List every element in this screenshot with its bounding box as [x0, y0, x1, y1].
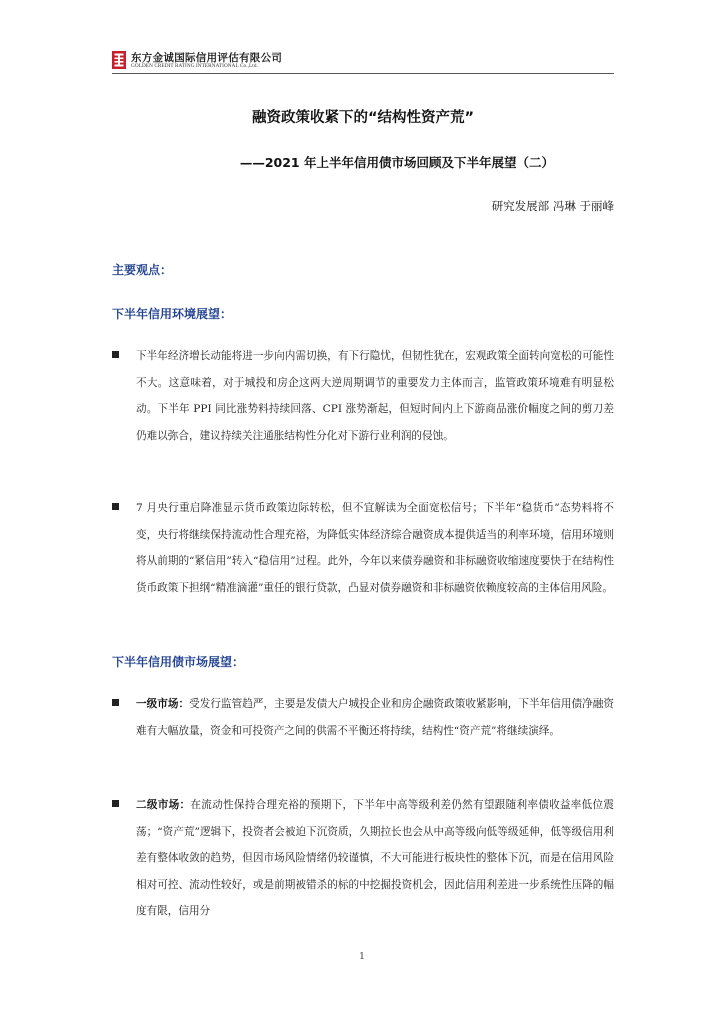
bullet-item	[112, 792, 614, 925]
document-header	[112, 47, 614, 75]
bullet-lead: 一级市场：	[136, 698, 190, 710]
golden-credit-logo-icon	[112, 51, 126, 69]
bullet-lead: 二级市场：	[136, 799, 191, 811]
header-divider	[112, 73, 614, 74]
section-heading-bond-market: 下半年信用债市场展望：	[112, 655, 245, 669]
bullet-text	[136, 792, 614, 925]
bullet-text: 下半年经济增长动能将进一步向内需切换，有下行隐忧，但韧性犹在，宏观政策全面转向宽松的可能性不大。这意味着，对于城投和房企这两大逆周期调节的重要发力主体而言，监管政策环境难有明显松动。下半年 PPI 同比涨势料持续回落、CPI 涨势渐起，但短时间内上下游商品涨价幅度之间的剪刀差仍难以弥合，建议持续关注通胀结构性分化对下游行业利润的侵蚀。	[136, 350, 614, 442]
square-bullet-icon	[112, 800, 119, 807]
bullet-item	[112, 343, 614, 449]
bullet-body: 在流动性保持合理充裕的预期下，下半年中高等级利差仍然有望跟随利率债收益率低位震荡；“资产荒”逻辑下，投资者会被迫下沉资质，久期拉长也会从中高等级向低等级延伸，低等级信用利差有整体收敛的趋势，但因市场风险情绪仍较谨慎，不大可能进行板块性的整体下沉，而是在信用风险相对可控、流动性较好，或是前期被错杀的标的中挖掘投资机会，因此信用利差进一步系统性压降的幅度有限，信用分	[136, 799, 615, 917]
company-name-cn: 东方金诚国际信用评估有限公司	[131, 52, 283, 64]
document-subtitle: ——2021 年上半年信用债市场回顾及下半年展望（二）	[239, 155, 554, 170]
page-number: 1	[358, 951, 366, 962]
section-heading-main-points: 主要观点：	[112, 263, 173, 277]
bullet-text	[136, 691, 614, 744]
square-bullet-icon	[112, 503, 119, 510]
square-bullet-icon	[112, 699, 119, 706]
section-heading-credit-environment: 下半年信用环境展望：	[112, 307, 233, 321]
bullet-text: 7 月央行重启降准显示货币政策边际转松，但不宜解读为全面宽松信号；下半年“稳货币”态势料将不变，央行将继续保持流动性合理充裕，为降低实体经济综合融资成本提供适当的利率环境，信用环境则将从前期的“紧信用”转入“稳信用”过程。此外，今年以来债券融资和非标融资收缩速度要快于在结构性货币政策下担纲“精准滴灌”重任的银行贷款，凸显对债券融资和非标融资依赖度较高的主体信用风险。	[136, 502, 614, 594]
document-author: 研究发展部 冯琳 于丽峰	[491, 199, 614, 213]
bullet-body: 受发行监管趋严，主要是发债大户城投企业和房企融资政策收紧影响，下半年信用债净融资难有大幅放量，资金和可投资产之间的供需不平衡还将持续，结构性“资产荒”将继续演绎。	[136, 698, 615, 737]
square-bullet-icon	[112, 351, 119, 358]
bullet-item	[112, 495, 614, 601]
document-title: 融资政策收紧下的“结构性资产荒”	[251, 110, 475, 126]
bullet-item	[112, 691, 614, 744]
company-name-en: GOLDEN CREDIT RATING INTERNATIONAL Co.,Ltd.	[131, 63, 258, 69]
